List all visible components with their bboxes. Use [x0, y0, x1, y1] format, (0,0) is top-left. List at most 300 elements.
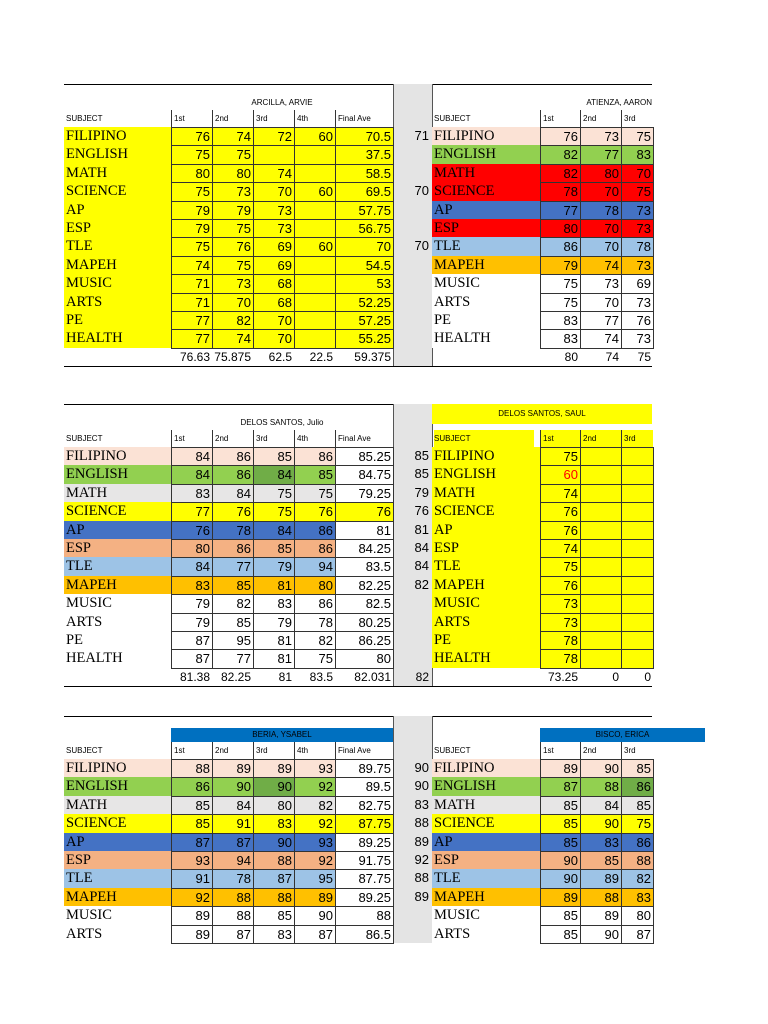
- grade-cell: [621, 502, 654, 521]
- grade-cell: 78: [540, 631, 581, 650]
- grade-cell: [580, 557, 622, 576]
- grade-cell: 74: [540, 539, 581, 558]
- grade-cell: 75: [212, 145, 254, 164]
- grade-cell: 90: [540, 851, 581, 870]
- grade-cell: 89: [580, 869, 622, 888]
- column-header: SUBJECT: [66, 434, 103, 443]
- grade-cell: 69: [621, 274, 654, 293]
- grade-cell: 79: [171, 613, 213, 632]
- grade-cell: 70: [212, 293, 254, 312]
- grade-cell: 76: [294, 502, 336, 521]
- average-total: 75.875: [214, 349, 251, 364]
- grade-cell: 78: [540, 182, 581, 201]
- grade-cell: 86: [294, 521, 336, 540]
- subject-cell: MUSIC: [432, 594, 540, 612]
- grade-cell: 85: [540, 925, 581, 944]
- grade-cell: 86: [294, 539, 336, 558]
- grade-cell: 92: [294, 814, 336, 833]
- grade-cell: 87: [294, 925, 336, 944]
- grade-cell: 89: [294, 888, 336, 907]
- subject-cell: MATH: [432, 796, 540, 814]
- grade-cell: 88: [171, 759, 213, 778]
- block-bottom-rule: [64, 366, 652, 367]
- grade-cell: [621, 594, 654, 613]
- grade-cell: 76: [212, 502, 254, 521]
- column-header: 1st: [171, 742, 212, 760]
- rounded-average: 90: [414, 778, 429, 794]
- average-total: 75: [637, 349, 651, 364]
- grade-cell: 89: [540, 888, 581, 907]
- subject-cell: FILIPINO: [64, 127, 171, 145]
- subject-cell: HEALTH: [432, 329, 540, 347]
- grade-cell: 73: [540, 594, 581, 613]
- rounded-average: 85: [414, 448, 429, 463]
- grade-cell: 90: [294, 906, 336, 925]
- subject-cell: ESP: [64, 539, 171, 557]
- grade-cell: 81: [335, 521, 394, 540]
- subject-cell: ENGLISH: [64, 465, 171, 483]
- grade-cell: 75: [294, 649, 336, 668]
- rounded-average: 84: [414, 558, 429, 574]
- column-header: 3rd: [621, 430, 653, 448]
- grade-cell: 86: [171, 777, 213, 796]
- grade-cell: 79: [253, 613, 295, 632]
- rounded-average: 85: [414, 466, 429, 482]
- rounded-average: 84: [414, 540, 429, 555]
- grade-cell: [621, 539, 654, 558]
- grade-cell: 86: [294, 594, 336, 613]
- subject-cell: ESP: [432, 539, 540, 557]
- subject-cell: AP: [64, 833, 171, 851]
- grade-cell: 94: [212, 851, 254, 870]
- grade-cell: 77: [171, 329, 213, 348]
- rounded-average: [393, 293, 431, 311]
- grade-cell: [621, 484, 654, 503]
- grade-cell: 83: [171, 576, 213, 595]
- grade-cell: 83: [621, 145, 654, 164]
- rounded-average: 88: [414, 815, 429, 831]
- column-header: 2nd: [212, 742, 253, 760]
- grade-cell: 94: [294, 557, 336, 576]
- grade-cell: 85: [212, 576, 254, 595]
- grade-cell: 80: [171, 539, 213, 558]
- grade-cell: 85: [580, 851, 622, 870]
- grade-cell: 86: [294, 447, 336, 466]
- column-header: 4th: [294, 110, 335, 128]
- grade-cell: 79: [212, 201, 254, 220]
- rounded-average: [393, 256, 431, 274]
- grade-cell: 80: [335, 649, 394, 668]
- subject-cell: ENGLISH: [432, 145, 540, 163]
- grade-cell: 88: [580, 777, 622, 796]
- rounded-average: [393, 219, 431, 237]
- grade-cell: 75: [540, 293, 581, 312]
- grade-cell: 79: [171, 594, 213, 613]
- subject-cell: ENGLISH: [432, 465, 540, 483]
- subject-cell: MAPEH: [432, 256, 540, 274]
- grade-cell: 82.75: [335, 796, 394, 815]
- grade-cell: 89: [171, 906, 213, 925]
- grade-cell: 77: [171, 502, 213, 521]
- grade-cell: 93: [171, 851, 213, 870]
- grade-cell: 95: [212, 631, 254, 650]
- student-name-right: ATIENZA, AARON: [586, 98, 652, 107]
- grade-cell: 80: [621, 906, 654, 925]
- grade-cell: 81: [253, 576, 295, 595]
- grade-cell: 81: [253, 631, 295, 650]
- grade-cell: 89: [540, 759, 581, 778]
- grade-cell: 83: [253, 814, 295, 833]
- grade-cell: 58.5: [335, 164, 394, 183]
- grade-cell: [580, 447, 622, 466]
- rounded-average: 71: [414, 128, 429, 143]
- grade-cell: 85: [212, 613, 254, 632]
- subject-cell: TLE: [64, 869, 171, 887]
- average-total-rounded: [393, 349, 431, 365]
- subject-cell: MAPEH: [64, 888, 171, 906]
- rounded-average: [393, 613, 431, 631]
- subject-cell: TLE: [432, 237, 540, 255]
- grade-cell: 87: [253, 869, 295, 888]
- subject-cell: TLE: [64, 557, 171, 575]
- column-header: 2nd: [580, 110, 621, 128]
- grade-cell: [294, 274, 336, 293]
- subject-cell: TLE: [432, 557, 540, 575]
- grade-cell: 87: [171, 833, 213, 852]
- grade-cell: 89.25: [335, 833, 394, 852]
- subject-cell: SCIENCE: [432, 814, 540, 832]
- column-header: 2nd: [580, 742, 621, 760]
- grade-cell: 80: [171, 164, 213, 183]
- subject-cell: HEALTH: [64, 329, 171, 347]
- rounded-average: 90: [414, 760, 429, 775]
- column-header: 1st: [171, 110, 212, 128]
- grade-cell: 75: [253, 502, 295, 521]
- grade-cell: 73: [621, 201, 654, 220]
- grade-cell: 82: [540, 145, 581, 164]
- grade-cell: 85: [253, 447, 295, 466]
- grade-cell: 89: [171, 925, 213, 944]
- grade-cell: 88: [253, 888, 295, 907]
- student-name-left: DELOS SANTOS, Julio: [240, 418, 324, 427]
- average-total: 73.25: [547, 669, 578, 684]
- grade-cell: 88: [212, 906, 254, 925]
- grade-cell: 89: [580, 906, 622, 925]
- grade-cell: 85: [540, 814, 581, 833]
- grade-cell: 90: [253, 833, 295, 852]
- grade-cell: 90: [253, 777, 295, 796]
- grade-cell: 88: [335, 906, 394, 925]
- grade-cell: 85: [253, 539, 295, 558]
- column-header: 1st: [540, 742, 580, 760]
- grade-cell: 55.25: [335, 329, 394, 348]
- subject-cell: AP: [432, 201, 540, 219]
- grade-cell: 60: [294, 237, 336, 256]
- subject-cell: ARTS: [64, 293, 171, 311]
- grade-cell: 75: [253, 484, 295, 503]
- grade-cell: 92: [171, 888, 213, 907]
- grade-cell: 77: [540, 201, 581, 220]
- grade-cell: 87.75: [335, 814, 394, 833]
- grade-cell: 74: [580, 256, 622, 275]
- average-total: 81.38: [179, 669, 210, 684]
- rounded-average: [393, 164, 431, 182]
- subject-cell: AP: [432, 833, 540, 851]
- grade-cell: 76: [540, 576, 581, 595]
- average-total: 80: [564, 349, 578, 364]
- grade-cell: 74: [212, 329, 254, 348]
- grade-cell: 87: [212, 925, 254, 944]
- rounded-average: 89: [414, 888, 429, 904]
- grade-cell: 70: [335, 237, 394, 256]
- rounded-average: [393, 201, 431, 219]
- grade-cell: 87: [621, 925, 654, 944]
- grade-cell: [580, 521, 622, 540]
- average-total: 82.25: [220, 669, 251, 684]
- grade-cell: 91: [171, 869, 213, 888]
- subject-cell: SCIENCE: [64, 182, 171, 200]
- grade-cell: [621, 576, 654, 595]
- subject-cell: MAPEH: [432, 576, 540, 594]
- subject-cell: MAPEH: [432, 888, 540, 906]
- grade-cell: 87: [540, 777, 581, 796]
- rounded-average: 88: [414, 870, 429, 886]
- subject-cell: MUSIC: [432, 906, 540, 924]
- rounded-average: 92: [414, 852, 429, 867]
- subject-cell: SCIENCE: [64, 814, 171, 832]
- grade-cell: 91.75: [335, 851, 394, 870]
- grade-cell: 86: [212, 465, 254, 484]
- grade-cell: [621, 649, 654, 668]
- subject-cell: ARTS: [432, 925, 540, 943]
- subject-cell: PE: [64, 311, 171, 329]
- grade-cell: 85.25: [335, 447, 394, 466]
- grade-cell: [621, 521, 654, 540]
- subject-cell: MAPEH: [64, 256, 171, 274]
- average-total: 81: [278, 669, 292, 684]
- rounded-average: 70: [414, 183, 429, 199]
- grade-cell: 60: [540, 465, 581, 484]
- grade-cell: 82.5: [335, 594, 394, 613]
- subject-cell: FILIPINO: [64, 759, 171, 777]
- grade-cell: [294, 256, 336, 275]
- subject-cell: ESP: [432, 851, 540, 869]
- subject-cell: FILIPINO: [432, 127, 540, 145]
- grade-cell: 84.25: [335, 539, 394, 558]
- grade-cell: 75: [540, 274, 581, 293]
- subject-cell: MATH: [64, 484, 171, 502]
- subject-cell: ESP: [432, 219, 540, 237]
- grade-cell: 73: [580, 127, 622, 146]
- grade-cell: 70: [253, 311, 295, 330]
- grade-cell: 88: [212, 888, 254, 907]
- subject-cell: PE: [64, 631, 171, 649]
- grade-cell: 82: [540, 164, 581, 183]
- grade-cell: 70: [580, 293, 622, 312]
- subject-cell: MATH: [432, 484, 540, 502]
- average-total: 59.375: [354, 349, 391, 364]
- grade-cell: 73: [621, 293, 654, 312]
- grade-cell: 84: [171, 447, 213, 466]
- subject-cell: MATH: [432, 164, 540, 182]
- rounded-average: [393, 631, 431, 649]
- column-header: Final Ave: [335, 110, 393, 128]
- grade-cell: [294, 329, 336, 348]
- grade-cell: 73: [621, 219, 654, 238]
- grade-cell: 92: [294, 851, 336, 870]
- grade-cell: [621, 447, 654, 466]
- subject-cell: FILIPINO: [64, 447, 171, 465]
- grade-cell: [294, 145, 336, 164]
- subject-cell: MATH: [64, 164, 171, 182]
- grade-cell: 70: [580, 219, 622, 238]
- grade-cell: 84: [253, 465, 295, 484]
- grade-cell: [253, 145, 295, 164]
- subject-cell: ARTS: [432, 293, 540, 311]
- grade-cell: 73: [253, 219, 295, 238]
- column-header: 3rd: [621, 742, 653, 760]
- grade-cell: 82: [212, 594, 254, 613]
- grade-cell: 75: [540, 557, 581, 576]
- grade-cell: 88: [580, 888, 622, 907]
- rounded-average: 81: [414, 521, 429, 537]
- grade-cell: 69: [253, 256, 295, 275]
- grade-cell: 77: [212, 557, 254, 576]
- grade-cell: 57.75: [335, 201, 394, 220]
- grade-cell: 83: [540, 329, 581, 348]
- grade-cell: 76: [171, 521, 213, 540]
- grade-cell: 73: [621, 329, 654, 348]
- grade-cell: [580, 484, 622, 503]
- average-total: 0: [644, 669, 651, 684]
- column-header: SUBJECT: [434, 114, 471, 123]
- subject-cell: ARTS: [64, 925, 171, 943]
- student-name-left: BERIA, YSABEL: [171, 728, 393, 742]
- grade-cell: 60: [294, 182, 336, 201]
- rounded-average: [393, 925, 431, 943]
- average-total: 22.5: [309, 349, 333, 364]
- grade-cell: 91: [212, 814, 254, 833]
- average-total: 83.5: [309, 669, 333, 684]
- subject-cell: ESP: [64, 219, 171, 237]
- grade-cell: 80.25: [335, 613, 394, 632]
- grade-cell: 75: [171, 237, 213, 256]
- subject-cell: HEALTH: [432, 649, 540, 667]
- column-header: SUBJECT: [66, 114, 103, 123]
- grade-cell: 85: [540, 796, 581, 815]
- subject-cell: ENGLISH: [64, 777, 171, 795]
- grade-cell: 92: [294, 777, 336, 796]
- column-header: 4th: [294, 430, 335, 448]
- grade-cell: 70: [580, 182, 622, 201]
- grade-cell: 79: [540, 256, 581, 275]
- grade-cell: 73: [540, 613, 581, 632]
- grade-cell: 85: [621, 759, 654, 778]
- grade-cell: 76: [335, 502, 394, 521]
- grade-cell: 76: [540, 127, 581, 146]
- grade-cell: 83: [540, 311, 581, 330]
- subject-cell: ESP: [64, 851, 171, 869]
- grade-cell: 85: [171, 814, 213, 833]
- subject-cell: SCIENCE: [432, 502, 540, 520]
- grade-cell: 80: [580, 164, 622, 183]
- grade-cell: 68: [253, 274, 295, 293]
- grade-cell: 90: [540, 869, 581, 888]
- average-total: 62.5: [268, 349, 292, 364]
- grade-cell: 84: [212, 484, 254, 503]
- column-header: 2nd: [580, 430, 621, 448]
- grade-cell: 71: [171, 274, 213, 293]
- grade-cell: 86: [212, 447, 254, 466]
- grade-cell: 90: [212, 777, 254, 796]
- grade-cell: 82: [294, 796, 336, 815]
- grade-cell: 77: [580, 311, 622, 330]
- subject-cell: MUSIC: [64, 274, 171, 292]
- grade-cell: 76: [171, 127, 213, 146]
- subject-cell: TLE: [64, 237, 171, 255]
- column-header: SUBJECT: [66, 746, 103, 755]
- subject-cell: MUSIC: [432, 274, 540, 292]
- average-total: 76.63: [179, 349, 210, 364]
- grade-cell: 85: [540, 833, 581, 852]
- grade-cell: 90: [580, 759, 622, 778]
- grade-cell: 74: [171, 256, 213, 275]
- grade-cell: 70: [253, 182, 295, 201]
- grade-cell: 89.75: [335, 759, 394, 778]
- grade-cell: 84.75: [335, 465, 394, 484]
- grade-cell: 75: [171, 145, 213, 164]
- grade-cell: 83: [171, 484, 213, 503]
- column-header: 3rd: [253, 430, 294, 448]
- grade-cell: 76: [212, 237, 254, 256]
- grade-cell: 72: [253, 127, 295, 146]
- subject-cell: AP: [432, 521, 540, 539]
- average-total: 0: [612, 669, 619, 684]
- grade-cell: [580, 576, 622, 595]
- subject-cell: PE: [432, 631, 540, 649]
- grade-cell: 75: [212, 256, 254, 275]
- grade-cell: 75: [621, 814, 654, 833]
- grade-cell: [621, 557, 654, 576]
- subject-cell: MUSIC: [64, 906, 171, 924]
- grade-cell: 75: [621, 182, 654, 201]
- grade-cell: 77: [580, 145, 622, 164]
- grade-cell: [621, 631, 654, 650]
- grade-cell: 84: [171, 465, 213, 484]
- grade-cell: 87: [171, 649, 213, 668]
- grade-cell: 80: [212, 164, 254, 183]
- grade-cell: 90: [580, 925, 622, 944]
- grade-cell: [580, 539, 622, 558]
- grade-cell: 83: [580, 833, 622, 852]
- grade-cell: [621, 613, 654, 632]
- rounded-average: 76: [414, 503, 429, 519]
- grade-cell: 83: [253, 594, 295, 613]
- column-header: 2nd: [212, 430, 253, 448]
- grade-cell: 68: [253, 293, 295, 312]
- grade-cell: 75: [294, 484, 336, 503]
- average-total: 74: [605, 349, 619, 364]
- grade-cell: 74: [253, 164, 295, 183]
- grade-cell: 78: [621, 237, 654, 256]
- grade-cell: 84: [580, 796, 622, 815]
- student-name-left: ARCILLA, ARVIE: [251, 98, 313, 107]
- subject-cell: SCIENCE: [64, 502, 171, 520]
- grade-cell: 80: [253, 796, 295, 815]
- grade-cell: 71: [171, 293, 213, 312]
- grade-cell: 89.25: [335, 888, 394, 907]
- grade-cell: 95: [294, 869, 336, 888]
